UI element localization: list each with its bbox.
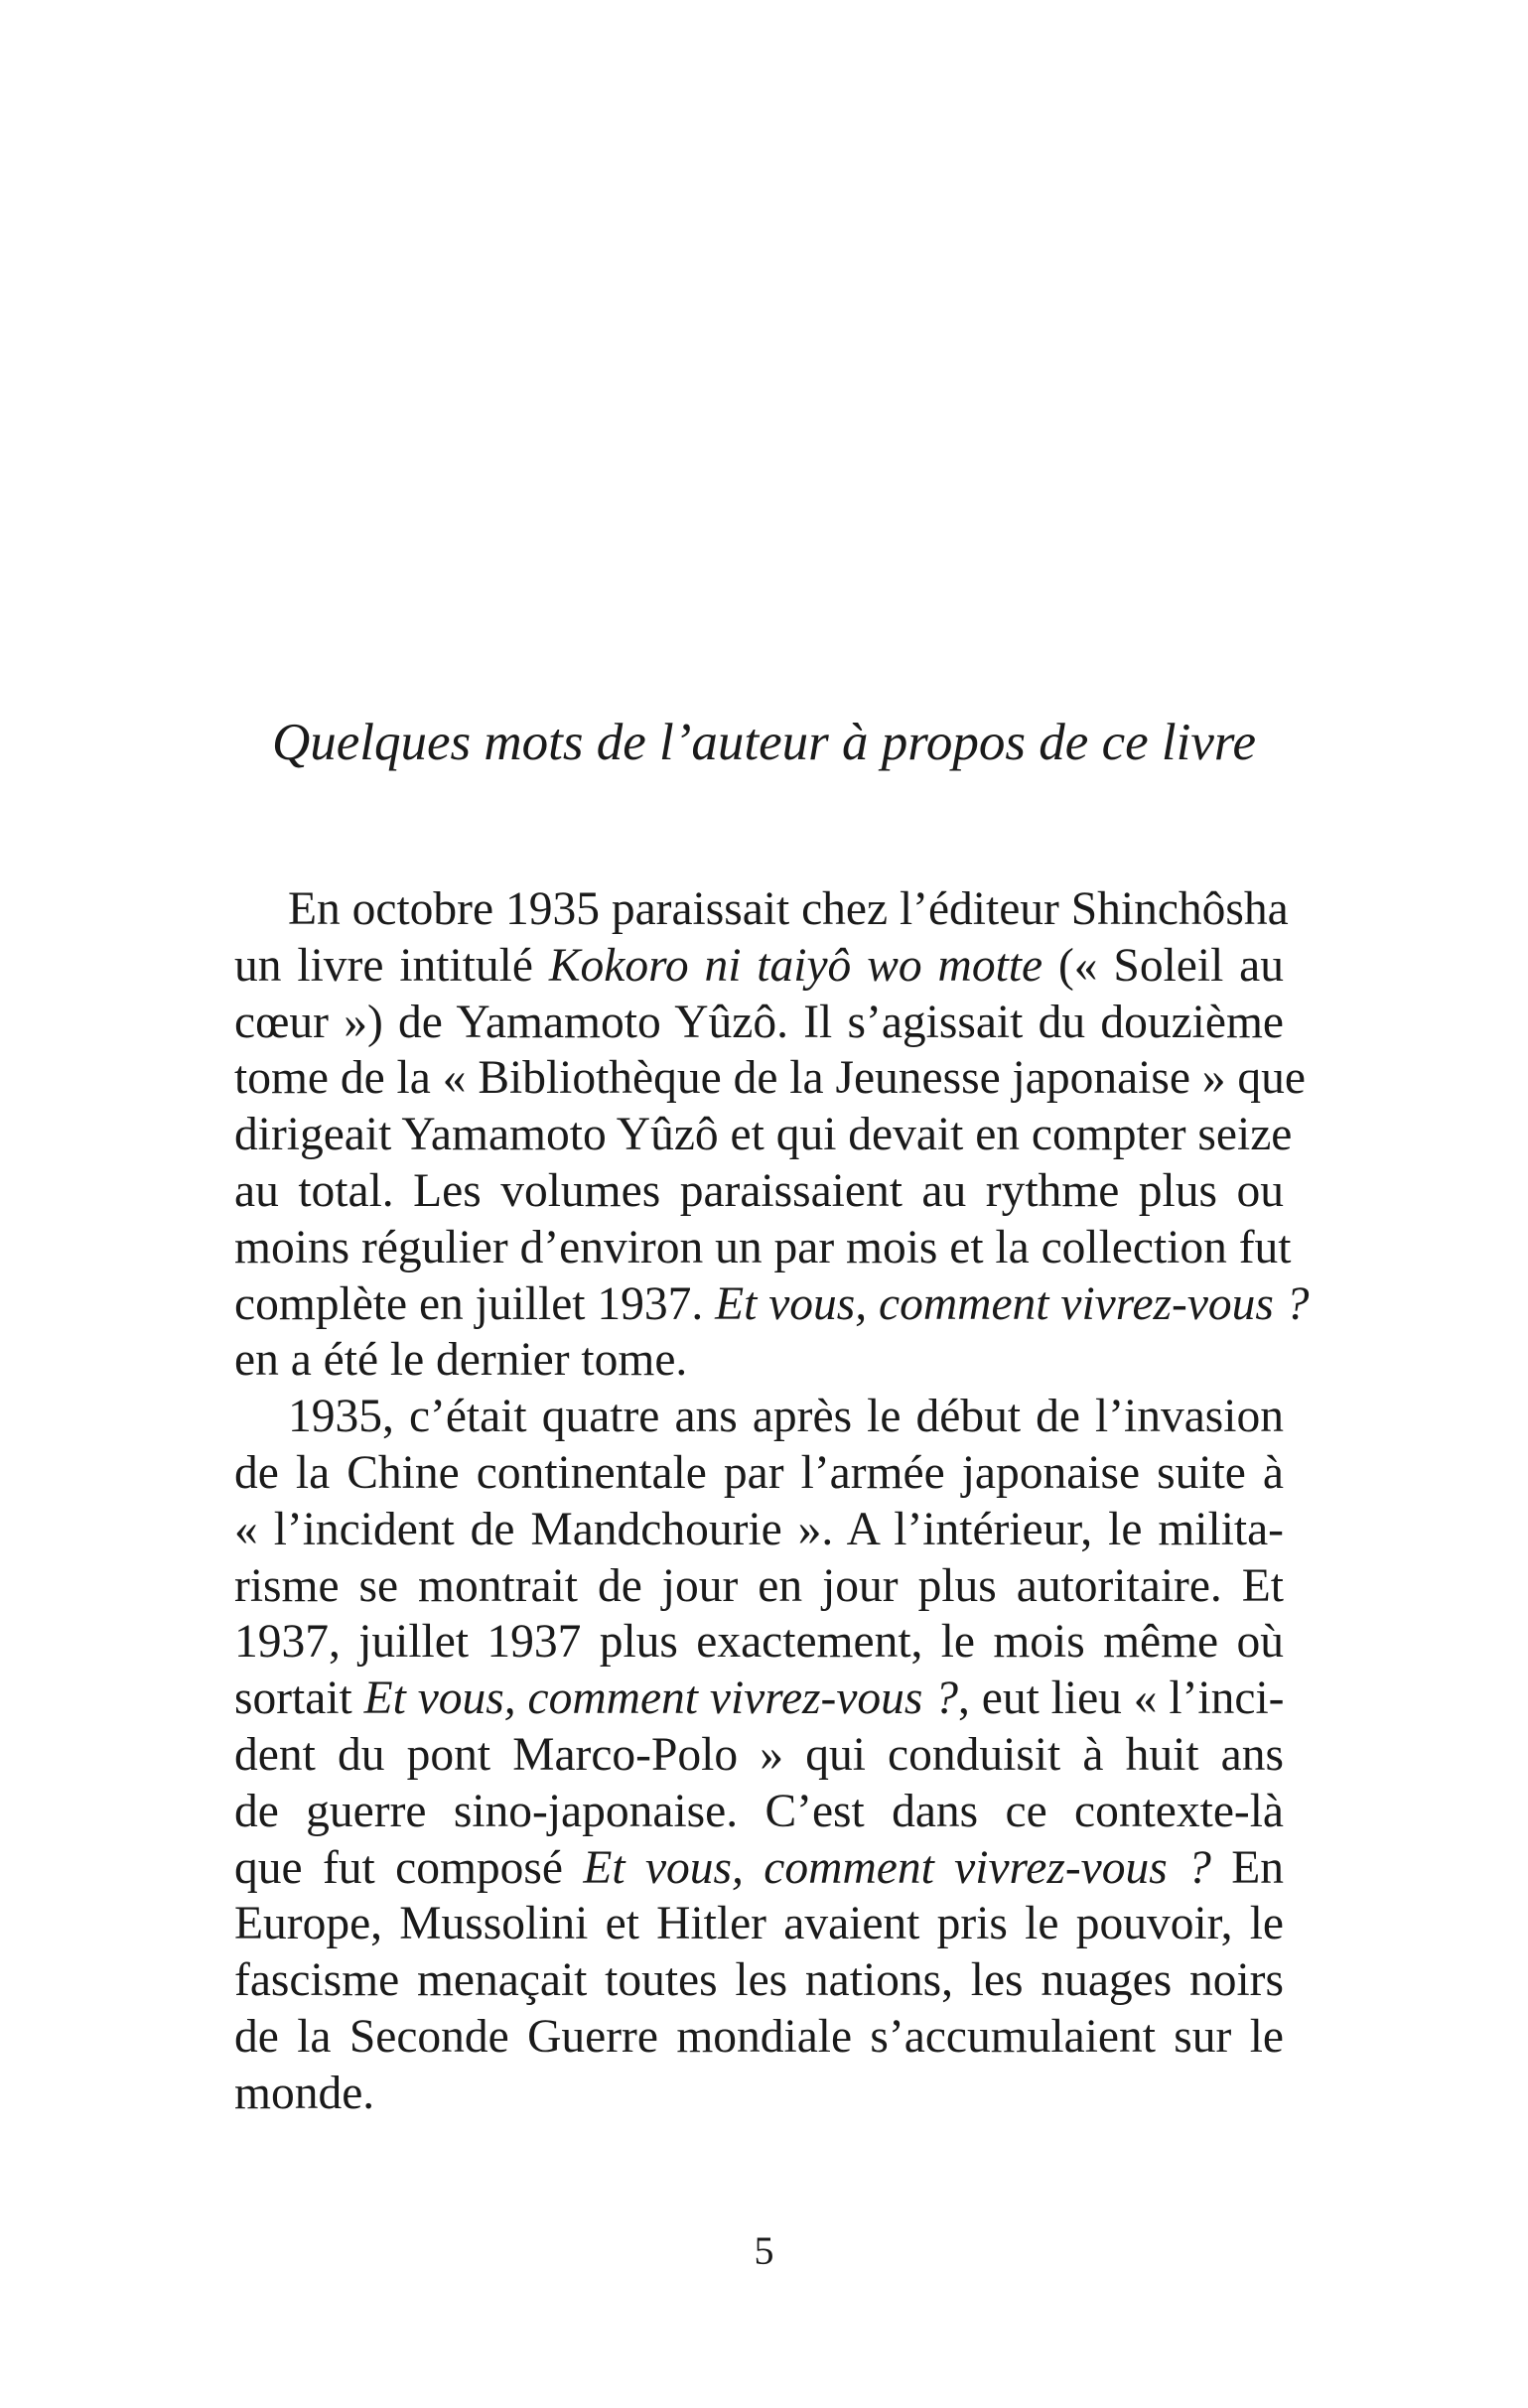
text-line: En octobre 1935 paraissait chez l’éditeur Shinchôsha — [288, 883, 1289, 935]
book-title: Et vous, comment vivrez-vous ? — [583, 1841, 1211, 1894]
text-line: de la Seconde Guerre mondiale s’accumulaient sur le — [234, 2010, 1284, 2063]
text-line: de guerre sino-japonaise. C’est dans ce contexte-là — [234, 1785, 1284, 1837]
text-line: que fut composé Et vous, comment vivrez-vous ? En — [234, 1841, 1284, 1894]
page-number: 5 — [754, 2228, 774, 2273]
text-line: tome de la « Bibliothèque de la Jeunesse japonaise » que — [234, 1052, 1307, 1105]
text-line: 1937, juillet 1937 plus exactement, le mois même où — [234, 1616, 1284, 1669]
text-line: monde. — [234, 2067, 375, 2119]
text-line: risme se montrait de jour en jour plus autoritaire. Et — [234, 1559, 1284, 1612]
text-line: « l’incident de Mandchourie ». A l’intérieur, le milita- — [234, 1503, 1284, 1555]
book-title: Kokoro ni taiyô wo motte — [548, 939, 1043, 992]
paragraph-1 — [234, 881, 1310, 1389]
book-title: Et vous, comment vivrez-vous ? — [363, 1672, 959, 1725]
text-line: moins régulier d’environ un par mois et la collection fut — [234, 1221, 1292, 1273]
text-line: en a été le dernier tome. — [234, 1334, 688, 1387]
text-line: de la Chine continentale par l’armée japonaise suite à — [234, 1446, 1284, 1499]
text-line: Europe, Mussolini et Hitler avaient pris le pouvoir, le — [234, 1898, 1284, 1950]
paragraph-2 — [234, 1389, 1284, 2121]
text-line: dirigeait Yamamoto Yûzô et qui devait en compter seize — [234, 1109, 1293, 1161]
text-line: sortait Et vous, comment vivrez-vous ?, eut lieu « l’inci- — [234, 1672, 1285, 1725]
text-line: au total. Les volumes paraissaient au rythme plus ou — [234, 1164, 1284, 1217]
text-line: complète en juillet 1937. Et vous, comment vivrez-vous ? — [234, 1277, 1310, 1330]
text-line: dent du pont Marco-Polo » qui conduisit à huit ans — [234, 1728, 1284, 1781]
text-line: 1935, c’était quatre ans après le début de l’invasion — [288, 1391, 1284, 1443]
text-line: fascisme menaçait toutes les nations, les nuages noirs — [234, 1954, 1284, 2007]
text-line: cœur ») de Yamamoto Yûzô. Il s’agissait du douzième — [234, 996, 1284, 1048]
book-title: Et vous, comment vivrez-vous ? — [715, 1277, 1310, 1330]
chapter-title: Quelques mots de l’auteur à propos de ce livre — [271, 714, 1257, 771]
body-text — [234, 881, 1310, 2122]
text-line: un livre intitulé Kokoro ni taiyô wo motte (« Soleil au — [234, 939, 1285, 992]
